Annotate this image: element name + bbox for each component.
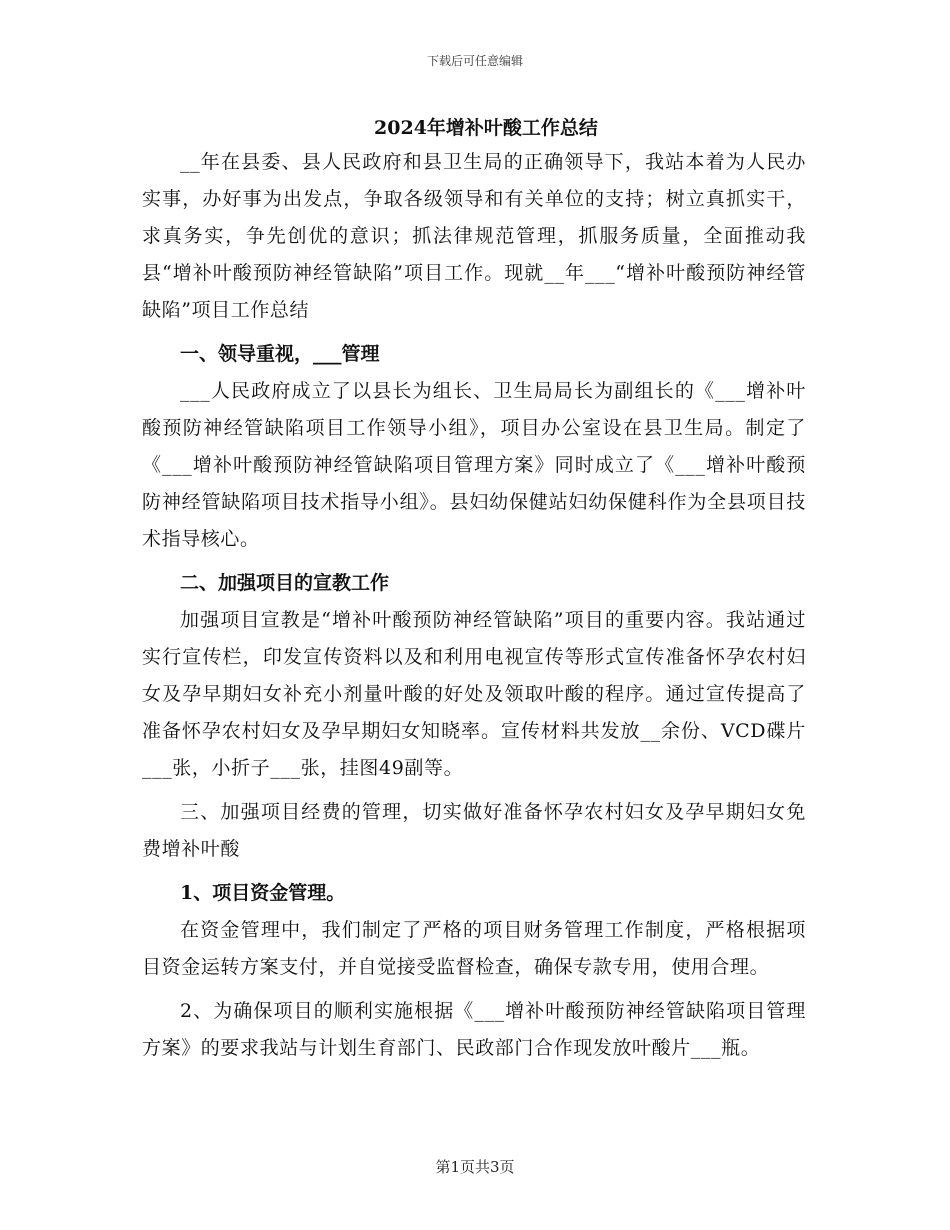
document-body [142,112,806,1067]
section-3-paragraph: 三、加强项目经费的管理，切实做好准备怀孕农村妇女及孕早期妇女免费增补叶酸 [142,801,806,860]
section-2-paragraph: 加强项目宣教是“增补叶酸预防神经管缺陷”项目的重要内容。我站通过实行宣传栏，印发宣传资料以及和利用电视宣传等形式宣传准备怀孕农村妇女及孕早期妇女补充小剂量叶酸的好处及领取叶酸的程序。通过宣传提高了准备怀孕农村妇女及孕早期妇女知晓率。宣传材料共发放__余份、VCD碟片___张，小折子___张，挂图49副等。 [142,609,806,779]
section-2-heading: 二、加强项目的宣教工作 [180,572,390,594]
section-1-heading: 一、领导重视，___管理 [180,343,380,365]
section-1-paragraph: ___人民政府成立了以县长为组长、卫生局局长为副组长的《___增补叶酸预防神经管缺陷项目工作领导小组》，项目办公室设在县卫生局。制定了《___增补叶酸预防神经管缺陷项目管理方案》同时成立了《___增补叶酸预防神经管缺陷项目技术指导小组》。县妇幼保健站妇幼保健科作为全县项目技术指导核心。 [142,380,806,550]
subsection-1-paragraph: 在资金管理中，我们制定了严格的项目财务管理工作制度，严格根据项目资金运转方案支付，并自觉接受监督检查，确保专款专用，使用合理。 [142,919,806,978]
page-header-note: 下载后可任意编辑 [426,54,523,68]
subsection-2-paragraph: 2、为确保项目的顺利实施根据《___增补叶酸预防神经管缺陷项目管理方案》的要求我站与计划生育部门、民政部门合作现发放叶酸片___瓶。 [142,1000,806,1059]
document-title: 2024年增补叶酸工作总结 [374,117,598,139]
subsection-1-heading: 1、项目资金管理。 [180,882,346,904]
page-footer-number: 第1页共3页 [435,1158,515,1176]
intro-paragraph: __年在县委、县人民政府和县卫生局的正确领导下，我站本着为人民办实事，办好事为出发点，争取各级领导和有关单位的支持；树立真抓实干，求真务实，争先创优的意识；抓法律规范管理，抓服务质量，全面推动我县“增补叶酸预防神经管缺陷”项目工作。现就__年___“增补叶酸预防神经管缺陷”项目工作总结 [142,151,806,321]
